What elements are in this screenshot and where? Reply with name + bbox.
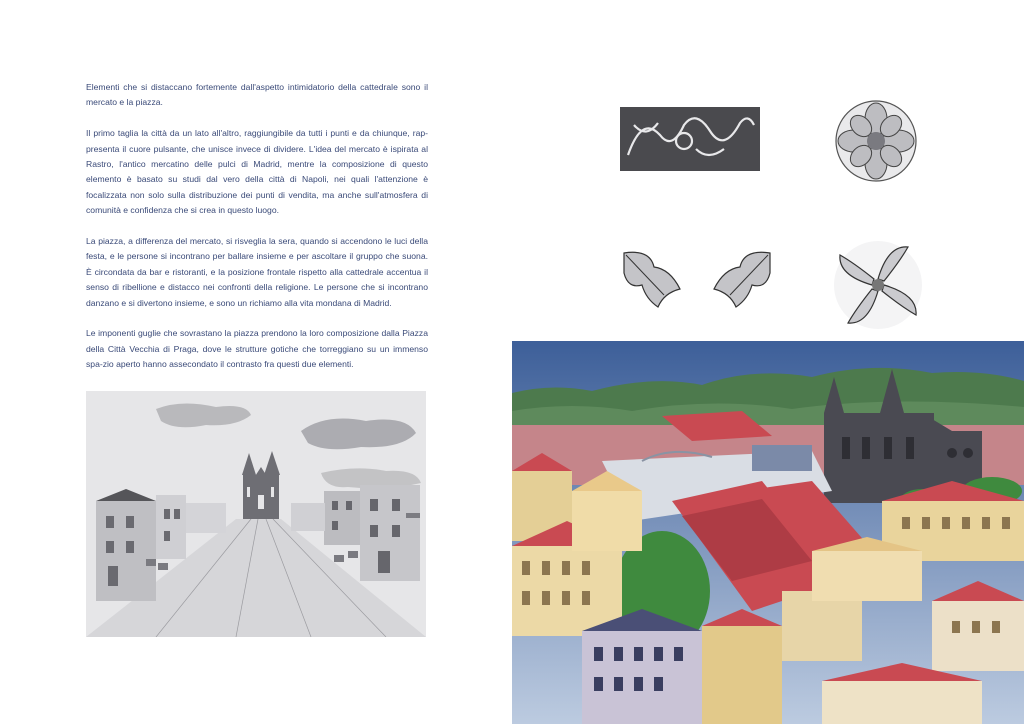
ornament-drawings: [600, 95, 960, 335]
rosette-ornament: [836, 101, 916, 181]
paragraph-piazza: La piazza, a differenza del mercato, si risveglia la sera, quando si accendono le luci della festa, e le persone si incontrano per ballare insieme e per ascoltare il gruppo che suona. È circondata da bar e ristoranti, e la posizione frontale rispetto alla cattedrale accentua il senso di ribellione e distacco nei confronti della religione. Le persone che si incontrano danzano e si divertono insieme, e sono un richiamo alla vita mondana di Madrid.: [86, 236, 428, 308]
paragraph-guglie: Le imponenti guglie che sovrastano la piazza prendono la loro composizione dalla Piazza della Città Vecchia di Praga, dove le strutture gotiche che torreggiano su un immenso spa-zio aperto hanno assecondato il contrasto fra questi due elementi.: [86, 328, 428, 370]
frieze-ornament: [620, 107, 760, 171]
piazza-sketch-illustration: [86, 391, 426, 637]
corner-leaf-ornament-right: [714, 252, 770, 307]
body-text: [86, 80, 428, 388]
paragraph-mercato: Il primo taglia la città da un lato all'altro, raggiungibile da tutti i punti e da chiunque, rap-presenta il cuore pulsante, che unisce invece di dividere. L'idea del mercato è ispirata al Rastro, l'antico mercatino delle pulci di Madrid, mentre la composizione di questo elemento è basato su studi dal vero della città di Napoli, nei quali l'attenzione è focalizzata non solo sulla distribuzione dei punti di vendita, ma anche sull'atmosfera di comunità e confidenza che si crea in questo luogo.: [86, 128, 428, 216]
swirl-ornament: [834, 241, 922, 329]
paragraph-intro: Elementi che si distaccano fortemente dall'aspetto intimidatorio della cattedrale sono il mercato e la piazza.: [86, 82, 428, 108]
corner-leaf-ornament-left: [624, 252, 680, 307]
city-aerial-illustration: [512, 341, 1024, 724]
